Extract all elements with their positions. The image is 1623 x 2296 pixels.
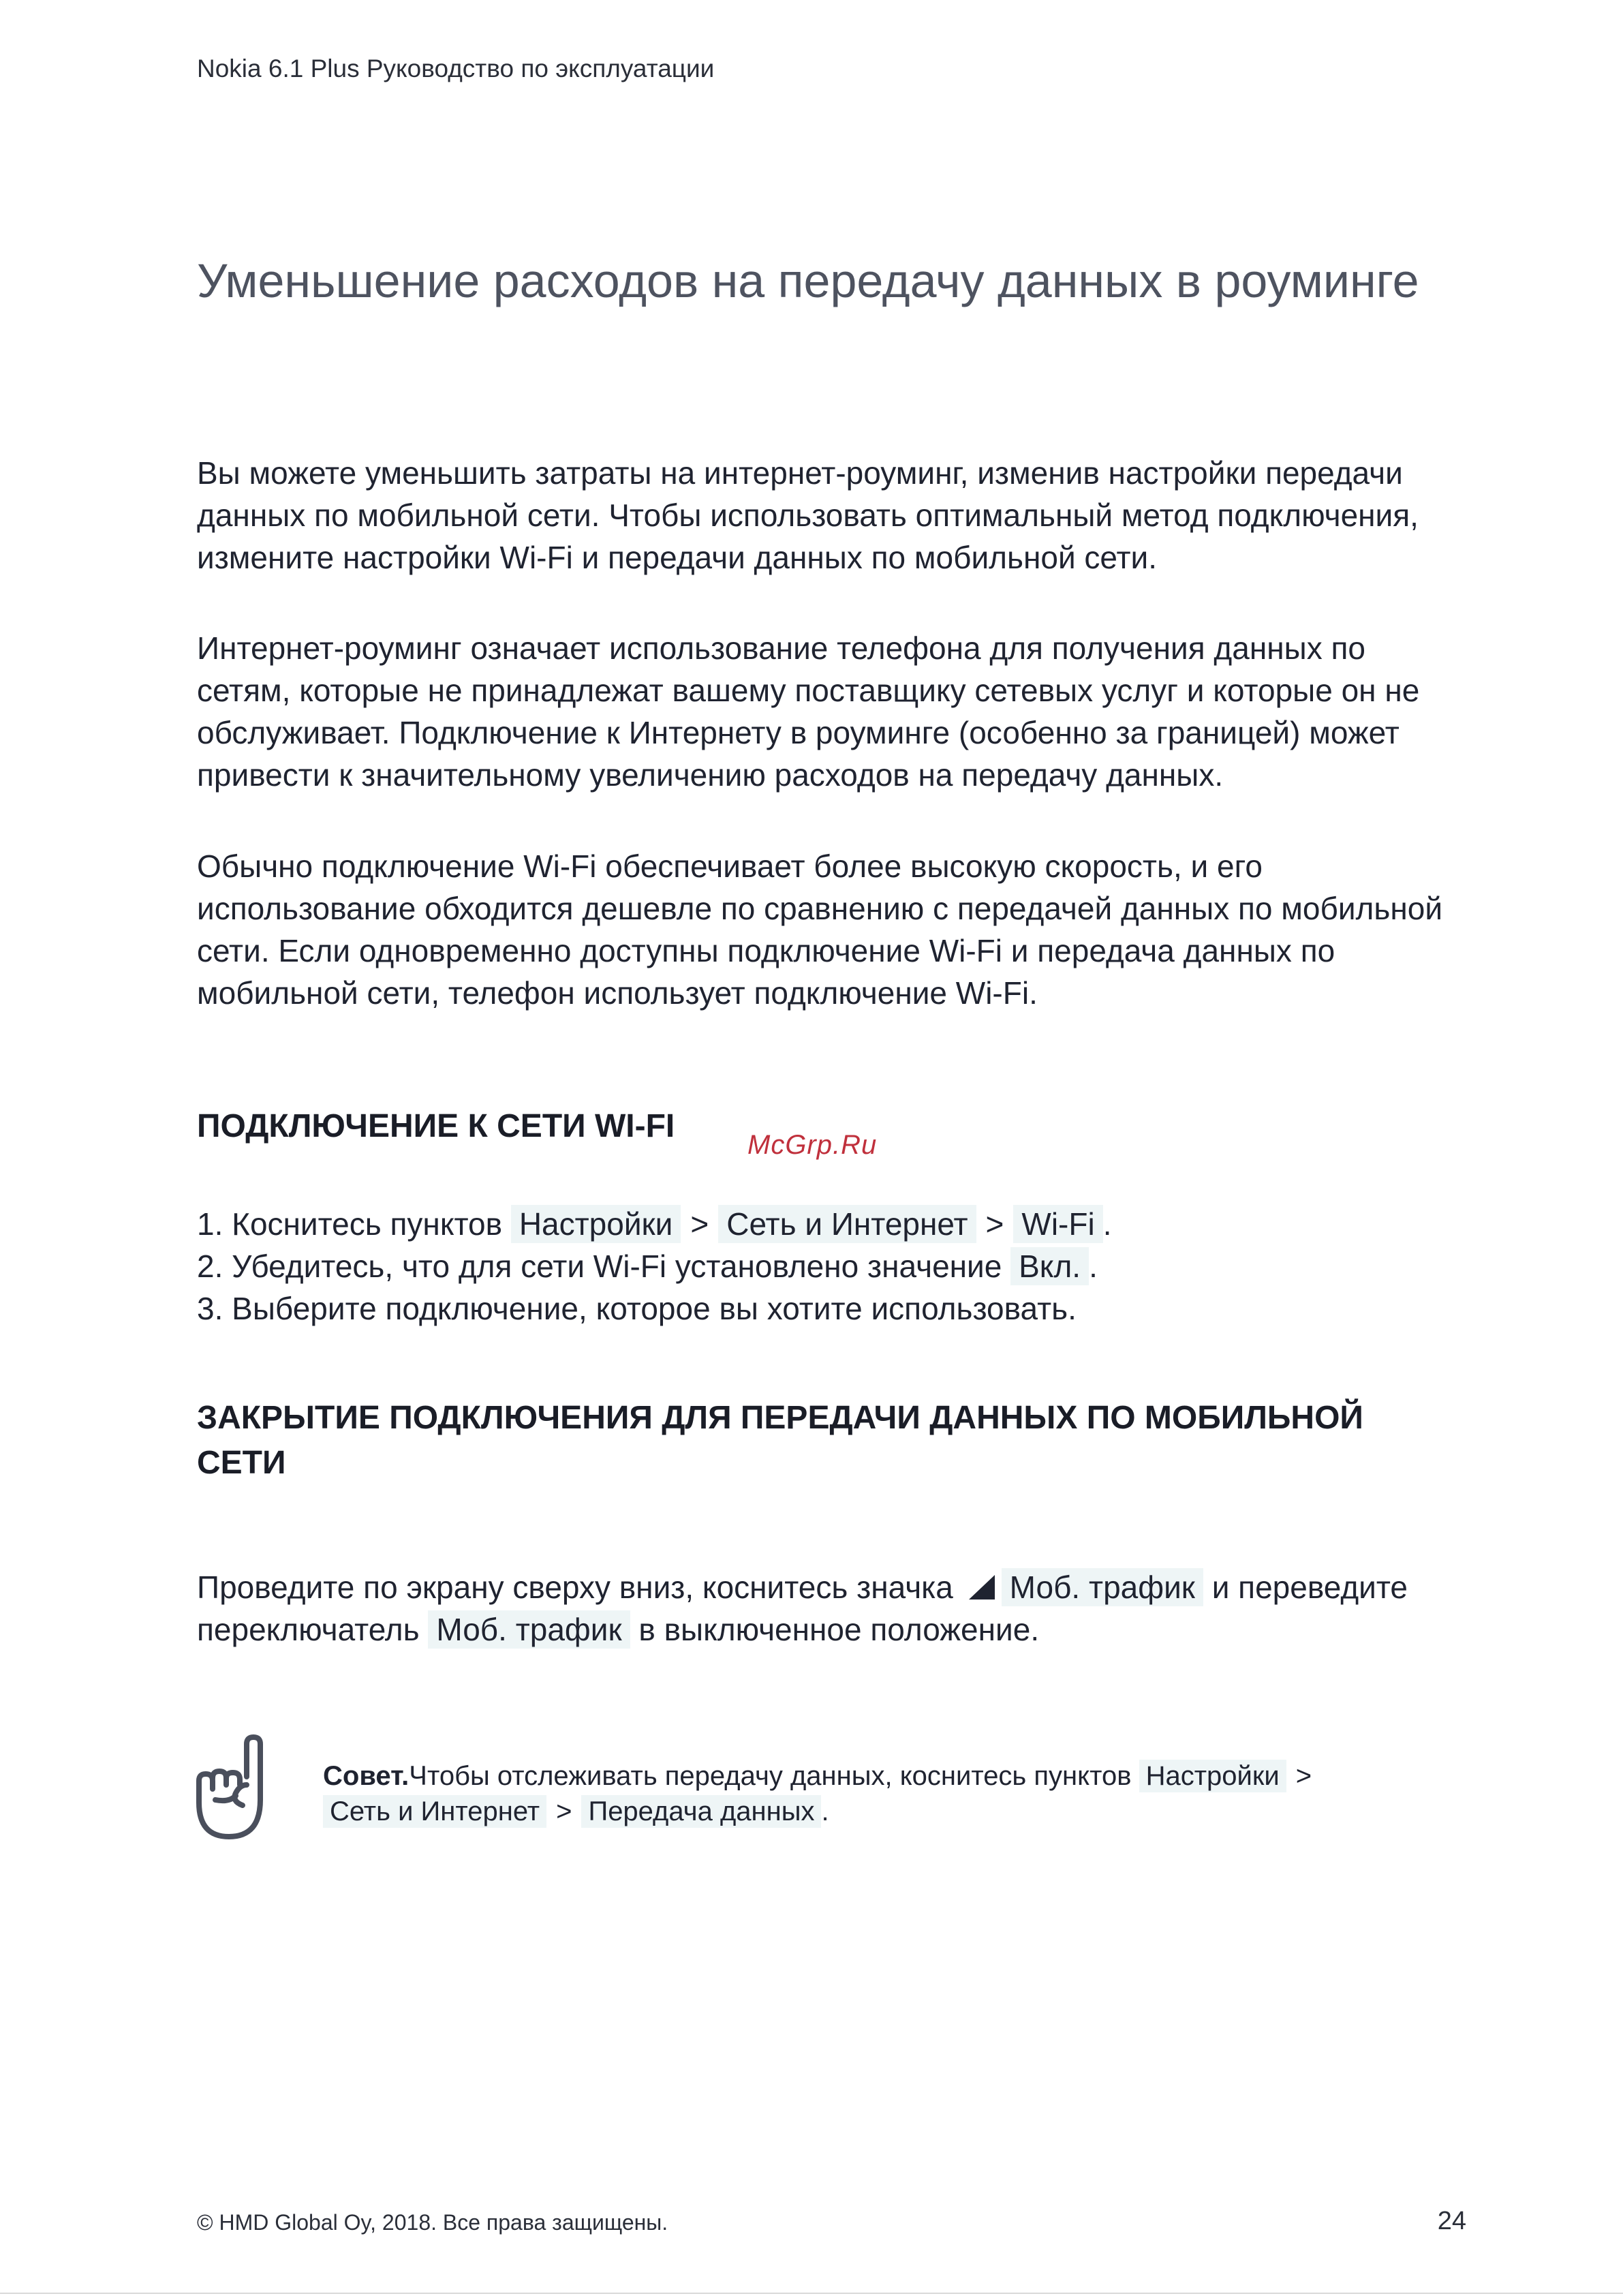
mobile-data-instructions [197,1566,1457,1651]
document-header: Nokia 6.1 Plus Руководство по эксплуатации [197,55,715,82]
mobile-data-tile-label: Моб. трафик [1002,1568,1203,1606]
page-bottom-divider [0,2293,1623,2294]
instruction-text-c: в выключенное положение. [638,1612,1040,1647]
paragraph-3: Обычно подключение Wi-Fi обеспечивает более высокую скорость, и его использование обходится дешевле по сравнению с передачей данных по мобильной сети. Если одновременно доступны подключение Wi-Fi и передача данных по мобильной сети, телефон использует подключение Wi-Fi. [197,848,1443,1011]
tip-label: Совет. [323,1761,409,1791]
paragraph-2: Интернет-роуминг означает использование телефона для получения данных по сетям, которые не принадлежат вашему поставщику сетевых услуг и которые он не обслуживает. Подключение к Интернету в роуминге (особенно за границей) может привести к значительному увеличению расходов на передачу данных. [197,630,1420,793]
watermark: McGrp.Ru [747,1130,878,1160]
page-title: Уменьшение расходов на передачу данных в роуминге [197,254,1419,307]
wifi-steps-list [197,1203,1111,1330]
instruction-text-b: и переведите переключатель [197,1570,1408,1647]
step-2-suffix: . [1089,1249,1098,1284]
step-3: 3. Выберите подключение, которое вы хотите использовать. [197,1291,1077,1326]
paragraph-1: Вы можете уменьшить затраты на интернет-роуминг, изменив настройки передачи данных по мобильной сети. Чтобы использовать оптимальный метод подключения, измените настройки Wi-Fi и передачи данных по мобильной сети. [197,455,1419,575]
instruction-text-a: Проведите по экрану сверху вниз, коснитесь значка [197,1570,953,1605]
menu-path-wifi: Wi-Fi [1013,1205,1102,1243]
page-number: 24 [1437,2207,1466,2235]
menu-path-settings: Настройки [511,1205,681,1243]
tip-text: Чтобы отслеживать передачу данных, коснитесь пунктов [409,1761,1132,1791]
path-separator: > [690,1206,709,1242]
pointing-hand-icon [195,1734,270,1843]
signal-icon [968,1574,996,1601]
tip-path-data-usage: Передача данных [581,1795,821,1828]
step-2-text: 2. Убедитесь, что для сети Wi-Fi установлено значение [197,1249,1002,1284]
copyright-footer: © HMD Global Oy, 2018. Все права защищены. [197,2210,668,2235]
tip-suffix: . [821,1796,829,1826]
step-1 [197,1203,1111,1245]
step-1-suffix: . [1102,1206,1112,1242]
menu-path-network: Сеть и Интернет [718,1205,976,1243]
tip-note [323,1758,1481,1829]
step-2 [197,1245,1111,1287]
path-separator: > [1295,1761,1312,1791]
section-title-wifi: ПОДКЛЮЧЕНИЕ К СЕТИ WI-FI [197,1108,675,1144]
mobile-data-switch-label: Моб. трафик [428,1610,630,1649]
setting-value-on: Вкл. [1010,1247,1089,1285]
tip-path-network: Сеть и Интернет [323,1795,546,1828]
section-title-mobile-data: ЗАКРЫТИЕ ПОДКЛЮЧЕНИЯ ДЛЯ ПЕРЕДАЧИ ДАННЫХ ПО МОБИЛЬНОЙ СЕТИ [197,1400,1363,1481]
path-separator: > [556,1796,572,1826]
tip-path-settings: Настройки [1139,1760,1286,1792]
path-separator: > [985,1206,1004,1242]
step-1-text: 1. Коснитесь пунктов [197,1206,503,1242]
